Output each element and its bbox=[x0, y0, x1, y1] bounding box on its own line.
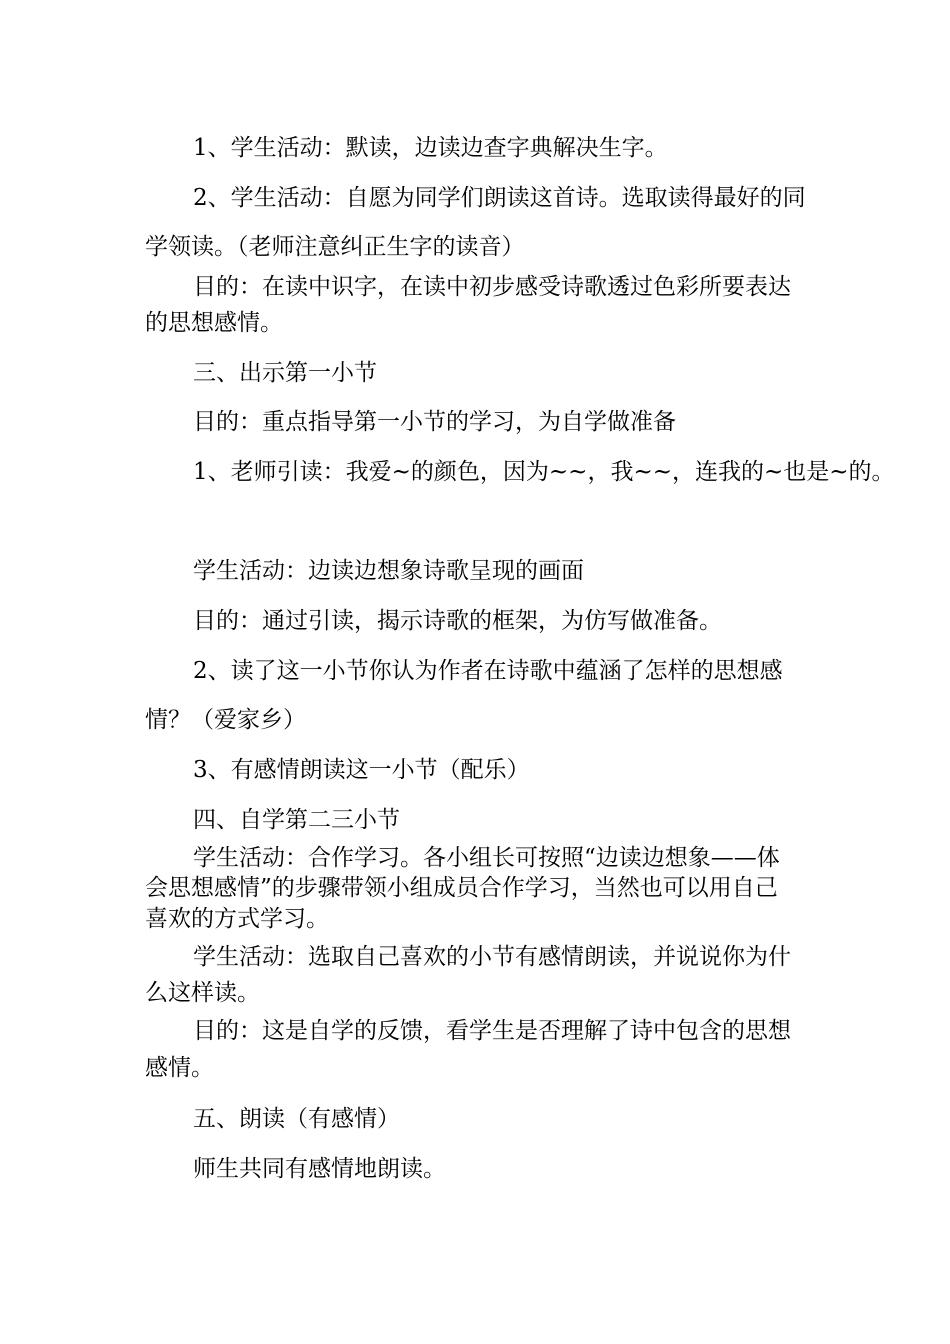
paragraph-line: 目的：这是自学的反馈，看学生是否理解了诗中包含的思想 bbox=[193, 1018, 791, 1044]
paragraph-line: 喜欢的方式学习。 bbox=[145, 906, 329, 932]
paragraph-line: 么这样读。 bbox=[145, 980, 260, 1006]
paragraph-line: 学生活动：边读边想象诗歌呈现的画面 bbox=[193, 558, 584, 584]
paragraph-line: 2、读了这一小节你认为作者在诗歌中蕴涵了怎样的思想感 bbox=[193, 658, 783, 684]
paragraph-line: 目的：通过引读，揭示诗歌的框架，为仿写做准备。 bbox=[193, 608, 722, 634]
section-heading: 五、朗读（有感情） bbox=[193, 1106, 400, 1132]
paragraph-line: 学生活动：合作学习。各小组长可按照“边读边想象——体 bbox=[193, 845, 780, 871]
paragraph-line: 感情。 bbox=[145, 1055, 214, 1081]
paragraph-line: 会思想感情”的步骤带领小组成员合作学习，当然也可以用自己 bbox=[145, 875, 778, 901]
paragraph-line: 3、有感情朗读这一小节（配乐） bbox=[193, 757, 530, 783]
paragraph-line: 的思想感情。 bbox=[145, 310, 283, 336]
paragraph-line: 1、学生活动：默读，边读边查字典解决生字。 bbox=[193, 135, 668, 161]
section-heading: 三、出示第一小节 bbox=[193, 360, 377, 386]
paragraph-line: 学生活动：选取自己喜欢的小节有感情朗读，并说说你为什 bbox=[193, 944, 791, 970]
paragraph-line: 目的：重点指导第一小节的学习，为自学做准备 bbox=[193, 409, 676, 435]
paragraph-line: 1、老师引读：我爱~的颜色，因为~~，我~~，连我的~也是~的。 bbox=[193, 459, 895, 485]
paragraph-line: 目的：在读中识字，在读中初步感受诗歌透过色彩所要表达 bbox=[193, 274, 791, 300]
paragraph-line: 学领读。（老师注意纠正生字的读音） bbox=[145, 234, 525, 260]
paragraph-line: 师生共同有感情地朗读。 bbox=[193, 1156, 446, 1182]
section-heading: 四、自学第二三小节 bbox=[193, 807, 400, 833]
paragraph-line: 情？（爱家乡） bbox=[145, 707, 306, 733]
paragraph-line: 2、学生活动：自愿为同学们朗读这首诗。选取读得最好的同 bbox=[193, 185, 806, 211]
